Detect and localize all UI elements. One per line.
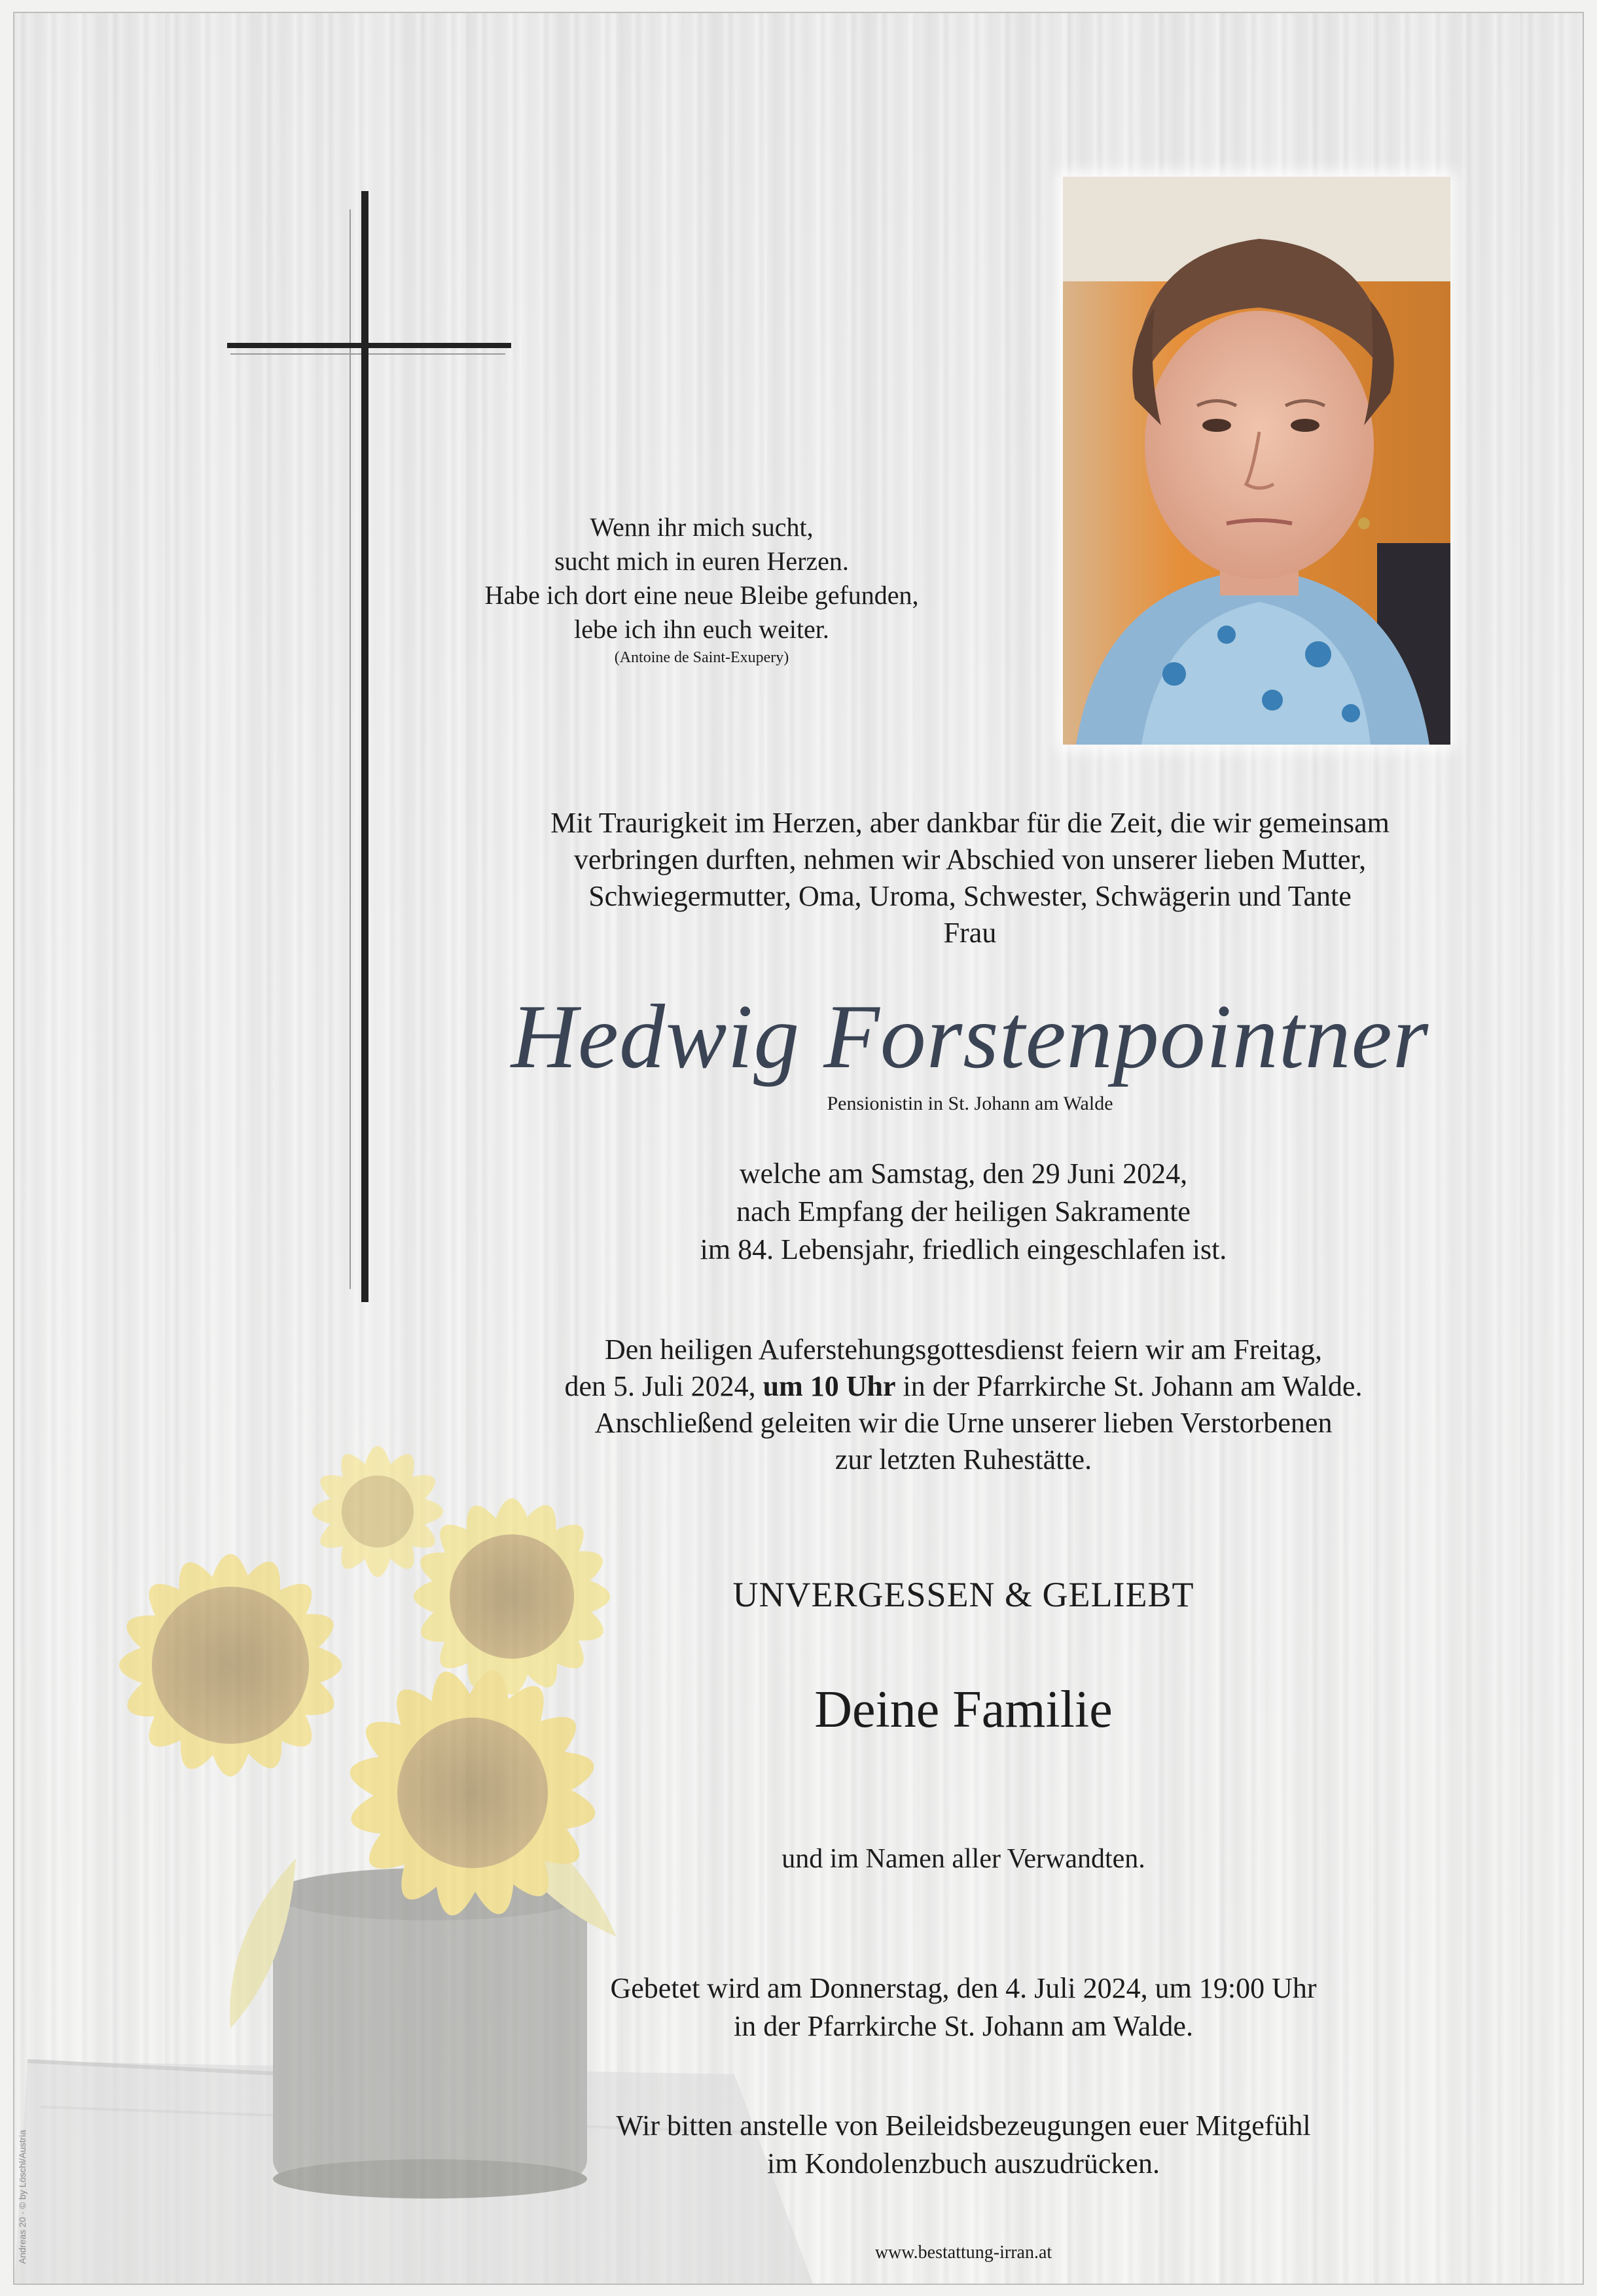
prayer-info — [433, 1969, 1494, 2045]
poem-source: (Antoine de Saint-Exupery) — [614, 649, 789, 666]
cross-bar — [227, 343, 511, 348]
intro-line: Mit Traurigkeit im Herzen, aber dankbar für die Zeit, die wir gemeinsam — [550, 807, 1390, 839]
service-place: in der Pfarrkirche St. Johann am Walde. — [895, 1370, 1363, 1402]
imprint: Andreas 20 · © by Löschl/Austria — [17, 2130, 27, 2264]
condolence-note — [433, 2107, 1494, 2183]
slogan: UNVERGESSEN & GELIEBT — [732, 1575, 1194, 1614]
obituary-page — [13, 12, 1584, 2285]
service-line — [394, 1368, 1533, 1405]
intro-line: Schwiegermutter, Oma, Uroma, Schwester, Schwägerin und Tante — [588, 880, 1352, 912]
relatives-note: und im Namen aller Verwandten. — [781, 1844, 1145, 1874]
death-line: im 84. Lebensjahr, friedlich eingeschlafen ist. — [700, 1233, 1227, 1265]
poem — [433, 510, 970, 667]
service-line: zur letzten Ruhestätte. — [834, 1443, 1092, 1475]
death-line: nach Empfang der heiligen Sakramente — [736, 1195, 1191, 1227]
poem-line: Wenn ihr mich sucht, — [590, 512, 814, 542]
cross-icon — [361, 191, 368, 1302]
poem-line: lebe ich ihn euch weiter. — [574, 614, 829, 644]
intro-line: verbringen durften, nehmen wir Abschied von unserer lieben Mutter, — [573, 843, 1367, 875]
deceased-occupation: Pensionistin in St. Johann am Walde — [827, 1093, 1113, 1114]
service-date: den 5. Juli 2024, — [564, 1370, 763, 1402]
service-line: Den heiligen Auferstehungsgottesdienst feiern wir am Freitag, — [604, 1333, 1323, 1366]
intro-text — [407, 805, 1533, 951]
website-link[interactable]: www.bestattung-irran.at — [874, 2242, 1052, 2263]
intro-line: Frau — [943, 917, 997, 949]
service-line: Anschließend geleiten wir die Urne unserer lieben Verstorbenen — [594, 1407, 1333, 1439]
death-line: welche am Samstag, den 29 Juni 2024, — [739, 1157, 1188, 1190]
family-signature: Deine Familie — [814, 1681, 1113, 1739]
prayer-line: Gebetet wird am Donnerstag, den 4. Juli 2024, um 19:00 Uhr — [610, 1972, 1317, 2004]
poem-line: sucht mich in euren Herzen. — [554, 546, 849, 576]
condolence-line: im Kondolenzbuch auszudrücken. — [767, 2147, 1160, 2180]
death-info — [538, 1155, 1389, 1269]
portrait-photo — [1063, 177, 1450, 745]
condolence-line: Wir bitten anstelle von Beileidsbezeugungen euer Mitgefühl — [616, 2110, 1311, 2142]
deceased-name: Hedwig Forstenpointner — [511, 986, 1429, 1087]
cross-shadow-vertical — [350, 209, 351, 1289]
prayer-line: in der Pfarrkirche St. Johann am Walde. — [734, 2010, 1193, 2042]
service-time: um 10 Uhr — [763, 1370, 896, 1402]
poem-line: Habe ich dort eine neue Bleibe gefunden, — [484, 580, 919, 610]
funeral-service-info — [394, 1332, 1533, 1478]
